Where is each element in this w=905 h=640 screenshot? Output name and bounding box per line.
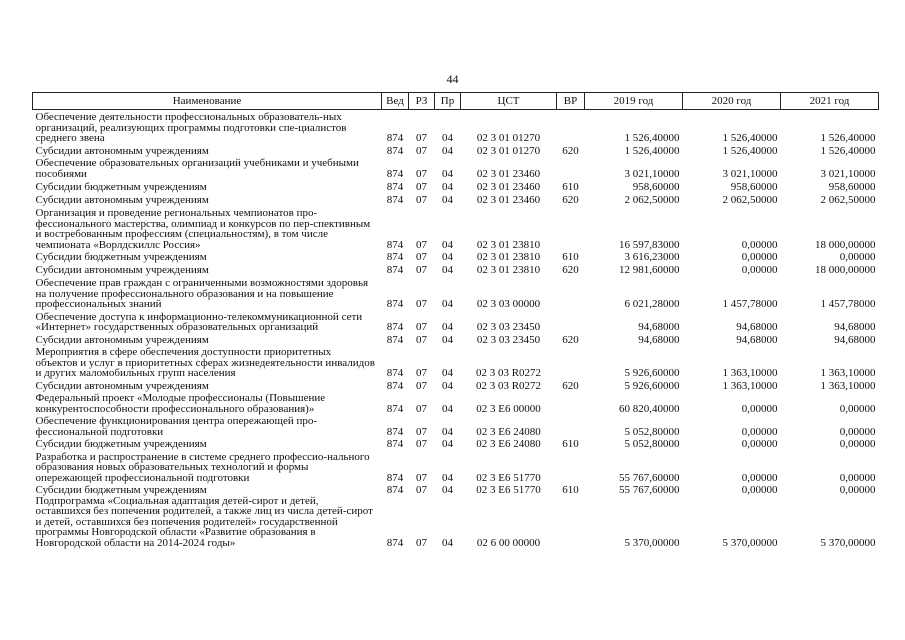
table-row	[33, 391, 879, 414]
table-row	[33, 179, 879, 193]
cell-2019: 5 926,60000	[624, 379, 680, 392]
cell-2020: 5 370,00000	[722, 536, 778, 549]
cell-vr	[557, 450, 585, 484]
cell-2019: 55 767,60000	[619, 484, 680, 496]
cell-ved: 874	[386, 379, 404, 392]
cell-ved: 874	[386, 251, 404, 263]
cell-pr: 04	[442, 438, 453, 450]
cell-pr: 04	[442, 193, 453, 206]
cell-cst: 02 3 01 01270	[476, 144, 541, 157]
cell-pr: 04	[442, 484, 453, 496]
cell-2021: 3 021,10000	[820, 167, 876, 180]
table-row	[33, 333, 879, 346]
table-row	[33, 205, 879, 250]
cell-name: Организация и проведение региональных чемпионатов про-фессионального мастерства, олимпиад и конкурсов по пер-спективным и востребованным профессиям (специальностям), в том числе чемпионата «Ворлдскиллс Россия»	[35, 207, 371, 251]
table-row	[33, 450, 879, 484]
cell-2019: 60 820,40000	[619, 402, 680, 415]
cell-2021: 18 000,00000	[815, 238, 876, 251]
cell-name: Субсидии автономным учреждениям	[35, 144, 209, 157]
cell-cst: 02 3 01 23810	[476, 263, 541, 276]
cell-vr: 620	[562, 263, 579, 276]
cell-vr	[557, 156, 585, 179]
table-body	[33, 110, 879, 549]
cell-2019: 5 926,60000	[624, 367, 680, 379]
cell-pr: 04	[442, 536, 453, 549]
cell-2019: 5 052,80000	[624, 438, 680, 450]
table-row	[33, 496, 879, 549]
cell-ved: 874	[386, 471, 404, 484]
table-row	[33, 414, 879, 437]
cell-pr: 04	[442, 167, 453, 180]
cell-cst: 02 3 01 23460	[476, 193, 541, 206]
cell-rz: 07	[416, 181, 427, 193]
cell-cst: 02 3 03 23450	[476, 321, 541, 333]
cell-2021: 5 370,00000	[820, 536, 876, 549]
cell-vr: 610	[562, 438, 579, 450]
cell-2019: 16 597,83000	[619, 238, 680, 251]
cell-2019: 3 021,10000	[624, 167, 680, 180]
cell-ved: 874	[386, 193, 404, 206]
cell-ved: 874	[386, 536, 404, 549]
cell-cst: 02 3 03 R0272	[475, 367, 542, 379]
cell-name: Субсидии автономным учреждениям	[35, 263, 209, 276]
cell-vr	[557, 205, 585, 250]
cell-2021: 0,00000	[839, 402, 876, 415]
cell-2020: 1 526,40000	[722, 144, 778, 157]
budget-table	[32, 92, 879, 548]
cell-name: Субсидии бюджетным учреждениям	[35, 251, 207, 263]
cell-pr: 04	[442, 333, 453, 346]
cell-2020: 958,60000	[730, 181, 778, 193]
table-row	[33, 156, 879, 179]
cell-ved: 874	[386, 144, 404, 157]
cell-cst: 02 3 03 00000	[476, 298, 541, 310]
cell-cst: 02 3 01 23810	[476, 238, 541, 251]
cell-name: Обеспечение доступа к информационно-телекоммуникационной сети «Интернет» государственных образовательных организаций	[35, 310, 363, 333]
cell-rz: 07	[416, 144, 427, 157]
cell-vr: 610	[562, 181, 579, 193]
cell-2021: 2 062,50000	[820, 193, 876, 206]
cell-rz: 07	[416, 379, 427, 392]
cell-vr	[557, 275, 585, 310]
cell-cst: 02 3 E6 51770	[476, 484, 541, 496]
table-row	[33, 437, 879, 450]
cell-name: Федеральный проект «Молодые профессионалы (Повышение конкурентоспособности профессионального образования)»	[35, 392, 326, 415]
cell-pr: 04	[442, 402, 453, 415]
cell-2019: 958,60000	[632, 181, 680, 193]
cell-ved: 874	[386, 484, 404, 496]
cell-2020: 0,00000	[741, 438, 778, 450]
cell-vr: 620	[562, 144, 579, 157]
cell-cst: 02 3 E6 24080	[476, 438, 541, 450]
cell-rz: 07	[416, 333, 427, 346]
table-row	[33, 193, 879, 206]
cell-2020: 1 363,10000	[722, 367, 778, 379]
cell-vr: 620	[562, 379, 579, 392]
cell-name: Субсидии автономным учреждениям	[35, 193, 209, 206]
cell-pr: 04	[442, 471, 453, 484]
cell-vr	[557, 345, 585, 379]
cell-pr: 04	[442, 238, 453, 251]
cell-name: Обеспечение деятельности профессиональных образователь-ных организаций, реализующих программы подготовки спе-циалистов среднего звена	[35, 111, 347, 144]
cell-ved: 874	[386, 402, 404, 415]
cell-2021: 1 526,40000	[820, 132, 876, 144]
cell-rz: 07	[416, 298, 427, 310]
cell-ved: 874	[386, 333, 404, 346]
cell-cst: 02 3 E6 24080	[476, 425, 541, 438]
cell-2021: 1 363,10000	[820, 367, 876, 379]
cell-2020: 0,00000	[741, 238, 778, 251]
cell-2019: 94,68000	[638, 333, 680, 346]
cell-name: Обеспечение образовательных организаций учебниками и учебными пособиями	[35, 157, 359, 180]
header-name: Наименование	[33, 93, 382, 110]
cell-rz: 07	[416, 251, 427, 263]
header-ved: Вед	[382, 93, 409, 110]
cell-2021: 1 363,10000	[820, 379, 876, 392]
cell-2019: 94,68000	[638, 321, 680, 333]
cell-rz: 07	[416, 471, 427, 484]
cell-cst: 02 3 E6 51770	[476, 471, 541, 484]
cell-rz: 07	[416, 402, 427, 415]
cell-2021: 0,00000	[839, 251, 876, 263]
cell-vr: 620	[562, 333, 579, 346]
cell-2019: 1 526,40000	[624, 144, 680, 157]
cell-rz: 07	[416, 238, 427, 251]
cell-cst: 02 3 03 23450	[476, 333, 541, 346]
cell-2019: 5 052,80000	[624, 425, 680, 438]
cell-2021: 94,68000	[834, 333, 876, 346]
cell-name: Обеспечение функционирования центра опережающей про-фессиональной подготовки	[35, 415, 318, 438]
cell-2020: 0,00000	[741, 484, 778, 496]
cell-2021: 1 457,78000	[820, 298, 876, 310]
table-row	[33, 144, 879, 157]
cell-2021: 0,00000	[839, 438, 876, 450]
table-row	[33, 263, 879, 276]
cell-2020: 0,00000	[741, 263, 778, 276]
cell-vr	[557, 110, 585, 144]
table-row	[33, 250, 879, 263]
cell-2021: 958,60000	[828, 181, 876, 193]
cell-cst: 02 3 01 01270	[476, 132, 541, 144]
header-2019: 2019 год	[585, 93, 683, 110]
cell-vr	[557, 310, 585, 333]
cell-2019: 5 370,00000	[624, 536, 680, 549]
cell-pr: 04	[442, 298, 453, 310]
cell-ved: 874	[386, 367, 404, 379]
cell-pr: 04	[442, 263, 453, 276]
header-2021: 2021 год	[781, 93, 879, 110]
cell-cst: 02 3 01 23810	[476, 251, 541, 263]
cell-name: Субсидии бюджетным учреждениям	[35, 438, 207, 450]
cell-cst: 02 3 01 23460	[476, 167, 541, 180]
cell-2021: 18 000,00000	[815, 263, 876, 276]
cell-cst: 02 3 03 R0272	[475, 379, 542, 392]
cell-2021: 0,00000	[839, 425, 876, 438]
cell-ved: 874	[386, 438, 404, 450]
cell-vr: 620	[562, 193, 579, 206]
cell-vr	[557, 496, 585, 549]
cell-vr	[557, 414, 585, 437]
cell-pr: 04	[442, 181, 453, 193]
cell-2020: 1 457,78000	[722, 298, 778, 310]
table-header-row	[33, 93, 879, 110]
header-2020: 2020 год	[683, 93, 781, 110]
cell-rz: 07	[416, 438, 427, 450]
table-row	[33, 483, 879, 496]
cell-ved: 874	[386, 321, 404, 333]
cell-pr: 04	[442, 321, 453, 333]
cell-2019: 12 981,60000	[619, 263, 680, 276]
cell-vr: 610	[562, 251, 579, 263]
cell-2020: 2 062,50000	[722, 193, 778, 206]
cell-2020: 0,00000	[741, 402, 778, 415]
cell-2021: 94,68000	[834, 321, 876, 333]
cell-rz: 07	[416, 263, 427, 276]
cell-2019: 55 767,60000	[619, 471, 680, 484]
cell-rz: 07	[416, 132, 427, 144]
header-vr: ВР	[557, 93, 585, 110]
cell-pr: 04	[442, 132, 453, 144]
cell-2020: 3 021,10000	[722, 167, 778, 180]
cell-name: Разработка и распространение в системе среднего профессио-нального образования новых образовательных технологий и формы опережающей профессиональной подготовки	[35, 450, 370, 484]
cell-2020: 0,00000	[741, 471, 778, 484]
cell-vr: 610	[562, 484, 579, 496]
cell-2020: 94,68000	[736, 333, 778, 346]
cell-2021: 0,00000	[839, 471, 876, 484]
cell-2021: 0,00000	[839, 484, 876, 496]
cell-ved: 874	[386, 425, 404, 438]
cell-name: Подпрограмма «Социальная адаптация детей-сирот и детей, оставшихся без попечения родителей, а также лиц из числа детей-сирот и детей, оставшихся без попечения родителей» государственной программы Новгородской области «Развитие образования в Новгородской области на 2014-2024 годы»	[35, 494, 373, 549]
cell-rz: 07	[416, 484, 427, 496]
cell-2020: 1 526,40000	[722, 132, 778, 144]
page-number: 44	[446, 72, 459, 86]
table-row	[33, 379, 879, 392]
cell-pr: 04	[442, 425, 453, 438]
cell-2019: 1 526,40000	[624, 132, 680, 144]
cell-rz: 07	[416, 367, 427, 379]
cell-vr	[557, 391, 585, 414]
table-row	[33, 310, 879, 333]
cell-name: Субсидии бюджетным учреждениям	[35, 484, 207, 496]
cell-ved: 874	[386, 298, 404, 310]
cell-name: Субсидии бюджетным учреждениям	[35, 181, 207, 193]
cell-cst: 02 3 E6 00000	[476, 402, 541, 415]
cell-2020: 0,00000	[741, 251, 778, 263]
cell-name: Субсидии автономным учреждениям	[35, 379, 209, 392]
cell-2019: 3 616,23000	[624, 251, 680, 263]
cell-ved: 874	[386, 132, 404, 144]
table-row	[33, 110, 879, 144]
cell-2020: 94,68000	[736, 321, 778, 333]
cell-pr: 04	[442, 251, 453, 263]
cell-rz: 07	[416, 167, 427, 180]
table-row	[33, 345, 879, 379]
cell-2020: 0,00000	[741, 425, 778, 438]
cell-name: Мероприятия в сфере обеспечения доступности приоритетных объектов и услуг в приоритетных сферах жизнедеятельности инвалидов и других маломобильных групп населения	[35, 346, 375, 379]
cell-cst: 02 6 00 00000	[476, 536, 541, 549]
cell-2019: 2 062,50000	[624, 193, 680, 206]
cell-name: Субсидии автономным учреждениям	[35, 333, 209, 346]
cell-2021: 1 526,40000	[820, 144, 876, 157]
cell-ved: 874	[386, 181, 404, 193]
cell-rz: 07	[416, 536, 427, 549]
cell-pr: 04	[442, 144, 453, 157]
cell-2020: 1 363,10000	[722, 379, 778, 392]
cell-rz: 07	[416, 193, 427, 206]
cell-cst: 02 3 01 23460	[476, 181, 541, 193]
cell-pr: 04	[442, 379, 453, 392]
header-cst: ЦСТ	[461, 93, 557, 110]
cell-2019: 6 021,28000	[624, 298, 680, 310]
cell-pr: 04	[442, 367, 453, 379]
cell-ved: 874	[386, 263, 404, 276]
cell-ved: 874	[386, 167, 404, 180]
cell-ved: 874	[386, 238, 404, 251]
cell-name: Обеспечение прав граждан с ограниченными возможностями здоровья на получение профессионального образования и на повышение профессиональных знаний	[35, 277, 369, 310]
header-pr: Пр	[435, 93, 461, 110]
table-row	[33, 275, 879, 310]
header-rz: РЗ	[409, 93, 435, 110]
cell-rz: 07	[416, 425, 427, 438]
cell-rz: 07	[416, 321, 427, 333]
